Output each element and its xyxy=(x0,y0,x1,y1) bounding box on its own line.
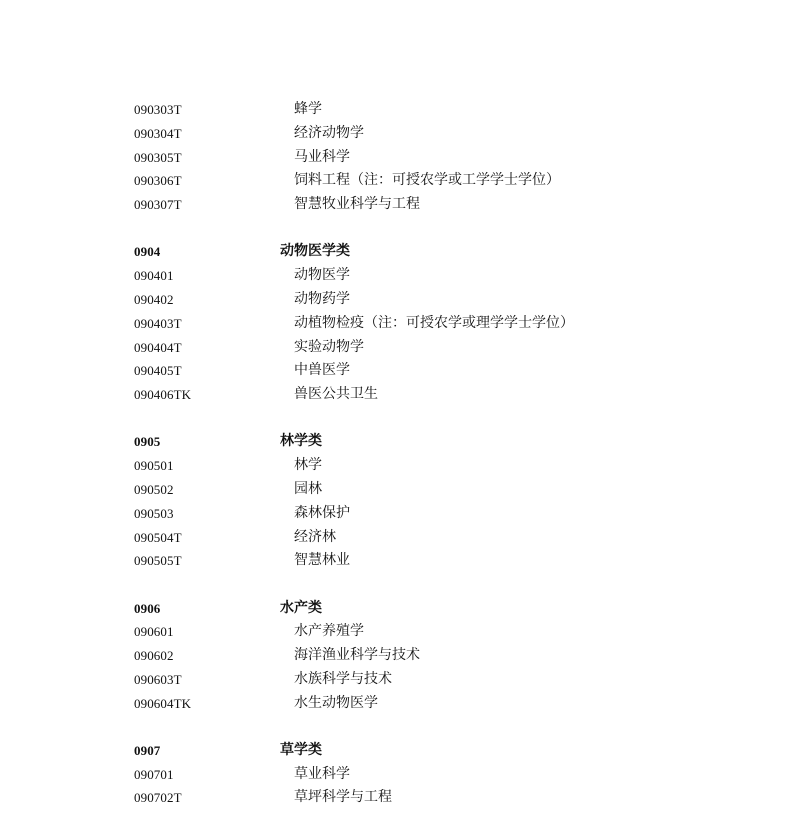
list-item xyxy=(134,122,734,146)
major-name: 智慧林业 xyxy=(294,552,350,569)
list-item xyxy=(134,668,734,692)
list-item xyxy=(134,454,734,478)
major-code: 090601 xyxy=(134,624,174,640)
major-name: 水族科学与技术 xyxy=(294,670,392,687)
major-name: 海洋渔业科学与技术 xyxy=(294,647,420,664)
major-code: 090306T xyxy=(134,173,182,189)
major-name: 草坪科学与工程 xyxy=(294,789,392,806)
list-item xyxy=(134,312,734,336)
major-name: 水生动物医学 xyxy=(294,694,378,711)
section-spacer xyxy=(134,716,734,739)
major-code: 090401 xyxy=(134,268,174,284)
list-item xyxy=(134,478,734,502)
major-code: 090502 xyxy=(134,481,174,497)
section-spacer xyxy=(134,217,734,240)
major-name: 饲料工程（注：可授农学或工学学士学位） xyxy=(294,172,560,189)
list-item xyxy=(134,169,734,193)
list-item xyxy=(134,692,734,716)
category-code: 0906 xyxy=(134,600,161,616)
major-name: 经济动物学 xyxy=(294,124,364,141)
list-item xyxy=(134,620,734,644)
category-code: 0907 xyxy=(134,742,161,758)
list-item xyxy=(134,359,734,383)
major-name: 园林 xyxy=(294,480,322,497)
major-name: 兽医公共卫生 xyxy=(294,386,378,403)
major-name: 智慧牧业科学与工程 xyxy=(294,196,420,213)
major-code: 090504T xyxy=(134,529,182,545)
category-name: 动物医学类 xyxy=(280,243,350,260)
category-heading xyxy=(134,240,734,264)
major-name: 中兽医学 xyxy=(294,362,350,379)
list-item xyxy=(134,264,734,288)
major-code: 090501 xyxy=(134,458,174,474)
section-spacer xyxy=(134,573,734,596)
list-item xyxy=(134,193,734,217)
major-code: 090602 xyxy=(134,648,174,664)
major-code: 090505T xyxy=(134,553,182,569)
major-name: 林学 xyxy=(294,457,322,474)
major-code: 090604TK xyxy=(134,695,192,711)
major-name: 动物医学 xyxy=(294,267,350,284)
major-name: 水产养殖学 xyxy=(294,623,364,640)
category-name: 水产类 xyxy=(280,599,322,616)
major-code: 090403T xyxy=(134,315,182,331)
major-code: 090503 xyxy=(134,505,174,521)
major-code: 090603T xyxy=(134,671,182,687)
list-item xyxy=(134,763,734,787)
major-code: 090701 xyxy=(134,766,174,782)
major-code: 090305T xyxy=(134,149,182,165)
major-name: 动物药学 xyxy=(294,290,350,307)
major-name: 动植物检疫（注：可授农学或理学学士学位） xyxy=(294,314,574,331)
list-item xyxy=(134,526,734,550)
major-catalog-list xyxy=(134,98,734,810)
list-item xyxy=(134,146,734,170)
list-item xyxy=(134,549,734,573)
category-code: 0904 xyxy=(134,244,161,260)
list-item xyxy=(134,786,734,810)
category-name: 林学类 xyxy=(280,433,322,450)
list-item xyxy=(134,336,734,360)
section-spacer xyxy=(134,407,734,430)
category-name: 草学类 xyxy=(280,741,322,758)
major-code: 090304T xyxy=(134,125,182,141)
major-code: 090307T xyxy=(134,197,182,213)
list-item xyxy=(134,502,734,526)
list-item xyxy=(134,644,734,668)
list-item xyxy=(134,288,734,312)
list-item xyxy=(134,383,734,407)
major-code: 090406TK xyxy=(134,387,192,403)
major-name: 马业科学 xyxy=(294,148,350,165)
major-name: 经济林 xyxy=(294,528,336,545)
category-code: 0905 xyxy=(134,434,161,450)
major-code: 090404T xyxy=(134,339,182,355)
category-heading xyxy=(134,430,734,454)
category-heading xyxy=(134,597,734,621)
major-name: 草业科学 xyxy=(294,765,350,782)
category-heading xyxy=(134,739,734,763)
major-name: 实验动物学 xyxy=(294,338,364,355)
major-name: 蜂学 xyxy=(294,101,322,117)
list-item xyxy=(134,98,734,122)
major-name: 森林保护 xyxy=(294,504,350,521)
major-code: 090303T xyxy=(134,102,182,117)
major-code: 090402 xyxy=(134,291,174,307)
major-code: 090405T xyxy=(134,363,182,379)
major-code: 090702T xyxy=(134,790,182,806)
